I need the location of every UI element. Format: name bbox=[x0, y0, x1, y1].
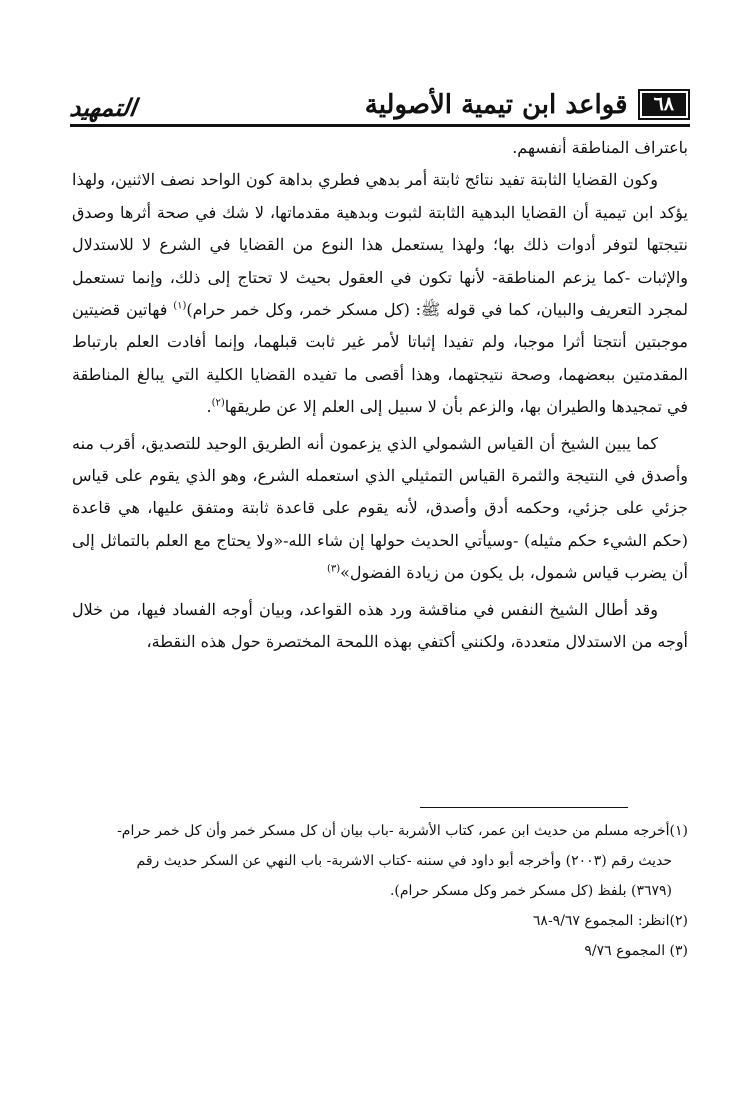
header-divider bbox=[70, 124, 690, 127]
paragraph-3 bbox=[72, 428, 688, 590]
footnote-1-line-2: حديث رقم (٢٠٠٣) وأخرجه أبو داود في سننه -كتاب الاشربة- باب النهي عن السكر حديث رقم bbox=[136, 853, 672, 869]
footnote-ref-1: (١) bbox=[173, 300, 187, 312]
footnote-divider bbox=[420, 807, 628, 808]
paragraph-2-text: وكون القضايا الثابتة تفيد نتائج ثابتة أمر بدهي فطري بداهة كون الواحد نصف الاثنين، ولهذا يؤكد ابن تيمية أن القضايا البدهية الثابتة لثبوت وبدهية مقدماتها، لا شك في صحة أثرها وصدق نتيجتها لتوفر أدوات ذلك بها؛ ولهذا يستعمل هذا النوع من القضايا في الشرع لا للاستدلال والإثبات -كما يزعم المناطقة- لأنها تكون في العقول بحيث لا تحتاج إلى ذلك، وإنما تستعمل لمجرد التعريف والبيان، كما في قوله ﷺ: (كل مسكر خمر، وكل خمر حرام) bbox=[72, 170, 689, 320]
footnote-ref-2: (٢) bbox=[211, 397, 225, 409]
page-number: ٦٨ bbox=[638, 89, 690, 120]
main-text bbox=[72, 132, 688, 659]
footnotes bbox=[72, 816, 688, 966]
footnote-ref-3: (٣) bbox=[326, 563, 341, 575]
running-title: قواعد ابن تيمية الأصولية bbox=[364, 89, 628, 120]
paragraph-3-text: كما يبين الشيخ أن القياس الشمولي الذي يزعمون أنه الطريق الوحيد للتصديق، أقرب منه وأصدق في النتيجة والثمرة القياس التمثيلي الذي استعمله الشرع، وهو الذي يقوم على قياس جزئي على جزئي، وحكمه أدق وأصدق، لأنه يقوم على قاعدة ثابتة ومتفق عليها، هي قاعدة (حكم الشيء حكم مثيله) -وسيأتي الحديث حولها إن شاء الله-«ولا يحتاج مع العلم بالتماثل إلى أن يضرب قياس شمول، بل يكون من زيادة الفضول» bbox=[72, 433, 688, 583]
paragraph-4: وقد أطال الشيخ النفس في مناقشة ورد هذه القواعد، وبيان أوجه الفساد فيها، من خلال أوجه من الاستدلال متعددة، ولكنني أكتفي بهذه اللمحة المختصرة حول هذه النقطة، bbox=[72, 599, 688, 652]
journal-logo: التمهيد bbox=[68, 93, 139, 122]
paragraph-2-continued: فهاتين قضيتين موجبتين أنتجتا أثرا موجبا، ولم تفيدا إثباتا لأمر غير ثابت قبلهما، وإنما أفادت العلم بارتباط المقدمتين ببعضهما، وصحة نتيجتهما، وهذا أقصى ما تفيده القضايا الكلية التي يبالغ المناطقة في تمجيدها والطيران بها، والزعم بأن لا سبيل إلى العلم إلا عن طريقها bbox=[72, 300, 688, 417]
header-title-group bbox=[365, 89, 690, 120]
page-header bbox=[70, 78, 690, 120]
footnote-1-line-3: (٣٦٧٩) بلفظ (كل مسكر خمر وكل مسكر حرام). bbox=[389, 883, 672, 899]
footnote-3: (٣) المجموع ٩/٧٦ bbox=[584, 943, 688, 959]
paragraph-2-end: . bbox=[206, 397, 212, 417]
paragraph-2 bbox=[72, 164, 688, 423]
footnote-1-line-1: (١)أخرجه مسلم من حديث ابن عمر، كتاب الأشربة -باب بيان أن كل مسكر خمر وأن كل خمر حرام- bbox=[117, 823, 688, 839]
paragraph-1: باعتراف المناطقة أنفسهم. bbox=[512, 138, 688, 157]
footnote-2: (٢)انظر: المجموع ٩/٦٧-٦٨ bbox=[532, 913, 688, 929]
